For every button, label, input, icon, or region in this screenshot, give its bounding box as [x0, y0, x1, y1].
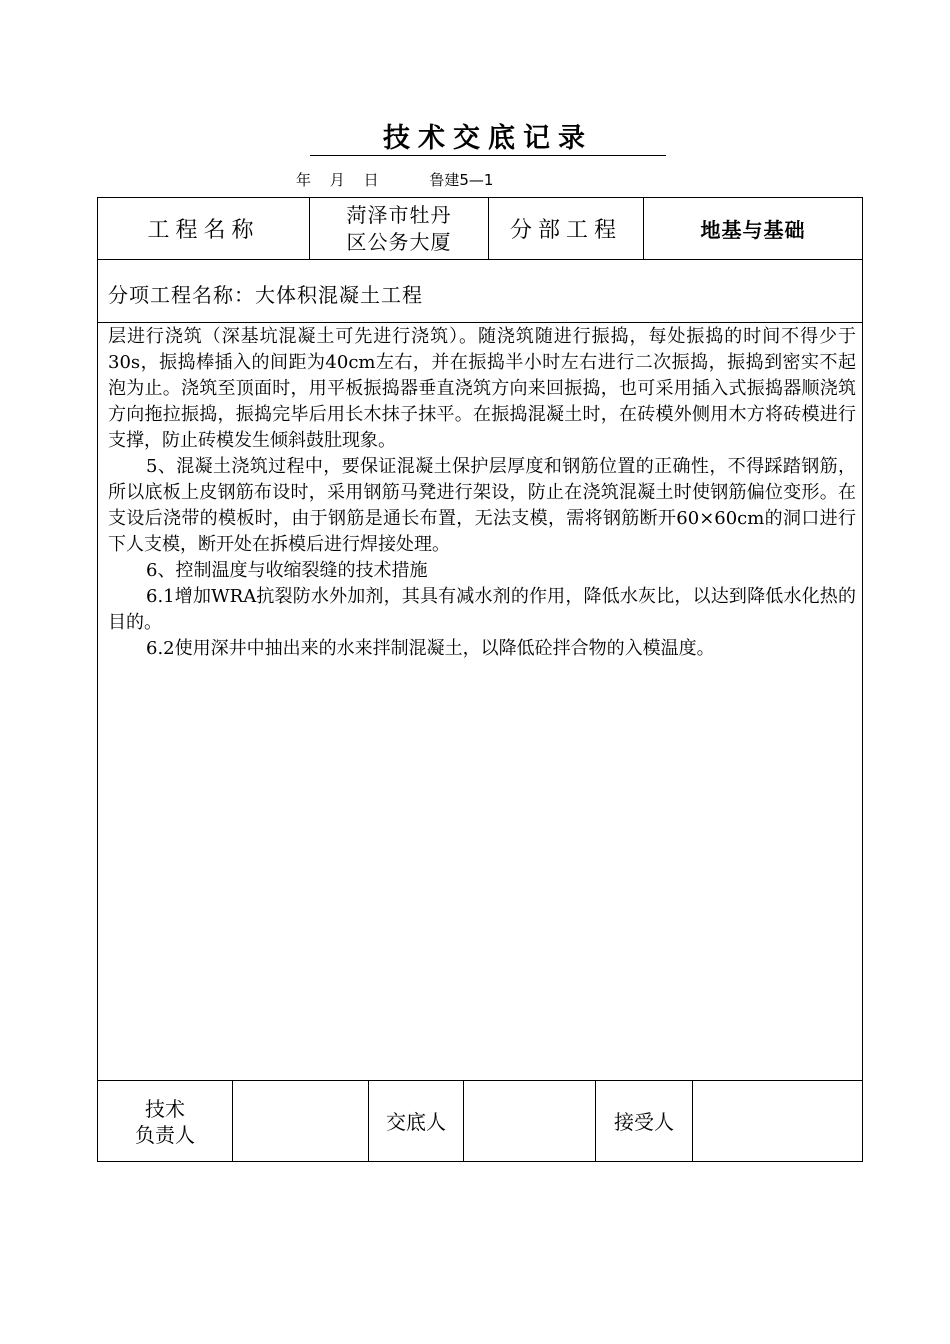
tech-lead-line1: 技术 [145, 1096, 185, 1121]
disclosure-content [108, 324, 856, 662]
date-year: 年 [296, 171, 312, 189]
project-name-line2: 区公务大厦 [346, 229, 452, 254]
receiver-signature-field[interactable] [693, 1081, 862, 1162]
discloser-signature-field[interactable] [464, 1081, 595, 1162]
paragraph: 6、控制温度与收缩裂缝的技术措施 [146, 560, 428, 581]
divider [97, 322, 863, 323]
document-title: 技术交底记录 [383, 123, 593, 154]
paragraph: 6.1增加WRA抗裂防水外加剂，其具有减水剂的作用，降低水灰比，以达到降低水化热的目的。 [108, 586, 856, 633]
paragraph: 层进行浇筑（深基坑混凝土可先进行浇筑）。随浇筑随进行振捣，每处振捣的时间不得少于30s，振捣棒插入的间距为40cm左右，并在振捣半小时左右进行二次振捣，振捣到密实不起泡为止。浇筑至顶面时，用平板振捣器垂直浇筑方向来回振捣，也可采用插入式振捣器顺浇筑方向拖拉振捣，振捣完毕后用长木抹子抹平。在振捣混凝土时，在砖模外侧用木方将砖模进行支撑，防止砖模发生倾斜鼓肚现象。 [108, 326, 856, 451]
paragraph: 5、混凝土浇筑过程中，要保证混凝土保护层厚度和钢筋位置的正确性，不得踩踏钢筋，所以底板上皮钢筋布设时，采用钢筋马凳进行架设，防止在浇筑混凝土时使钢筋偏位变形。在支设后浇带的模板时，由于钢筋是通长布置，无法支模，需将钢筋断开60×60cm的洞口进行下人支模，断开处在拆模后进行焊接处理。 [108, 456, 856, 555]
tech-lead-line2: 负责人 [135, 1122, 195, 1147]
subitem-label: 分项工程名称： [108, 283, 255, 307]
receiver-label: 接受人 [614, 1109, 674, 1134]
discloser-label: 交底人 [386, 1109, 446, 1134]
form-code: 鲁建5—1 [429, 171, 494, 189]
date-line [296, 169, 507, 190]
tech-lead-label [98, 1081, 232, 1162]
subitem-row [108, 279, 423, 308]
date-day: 日 [363, 171, 379, 189]
title-underline [310, 155, 666, 156]
division-label: 分部工程 [509, 218, 622, 243]
date-month: 月 [329, 171, 345, 189]
tech-lead-signature-field[interactable] [233, 1081, 368, 1162]
subitem-value: 大体积混凝土工程 [255, 283, 423, 307]
division-value: 地基与基础 [700, 218, 806, 242]
project-name-value [310, 198, 488, 259]
divider [97, 259, 863, 260]
paragraph: 6.2使用深井中抽出来的水来拌制混凝土，以降低砼拌合物的入模温度。 [146, 638, 715, 659]
project-name-label: 工程名称 [147, 218, 260, 243]
project-name-line1: 菏泽市牡丹 [346, 202, 452, 227]
